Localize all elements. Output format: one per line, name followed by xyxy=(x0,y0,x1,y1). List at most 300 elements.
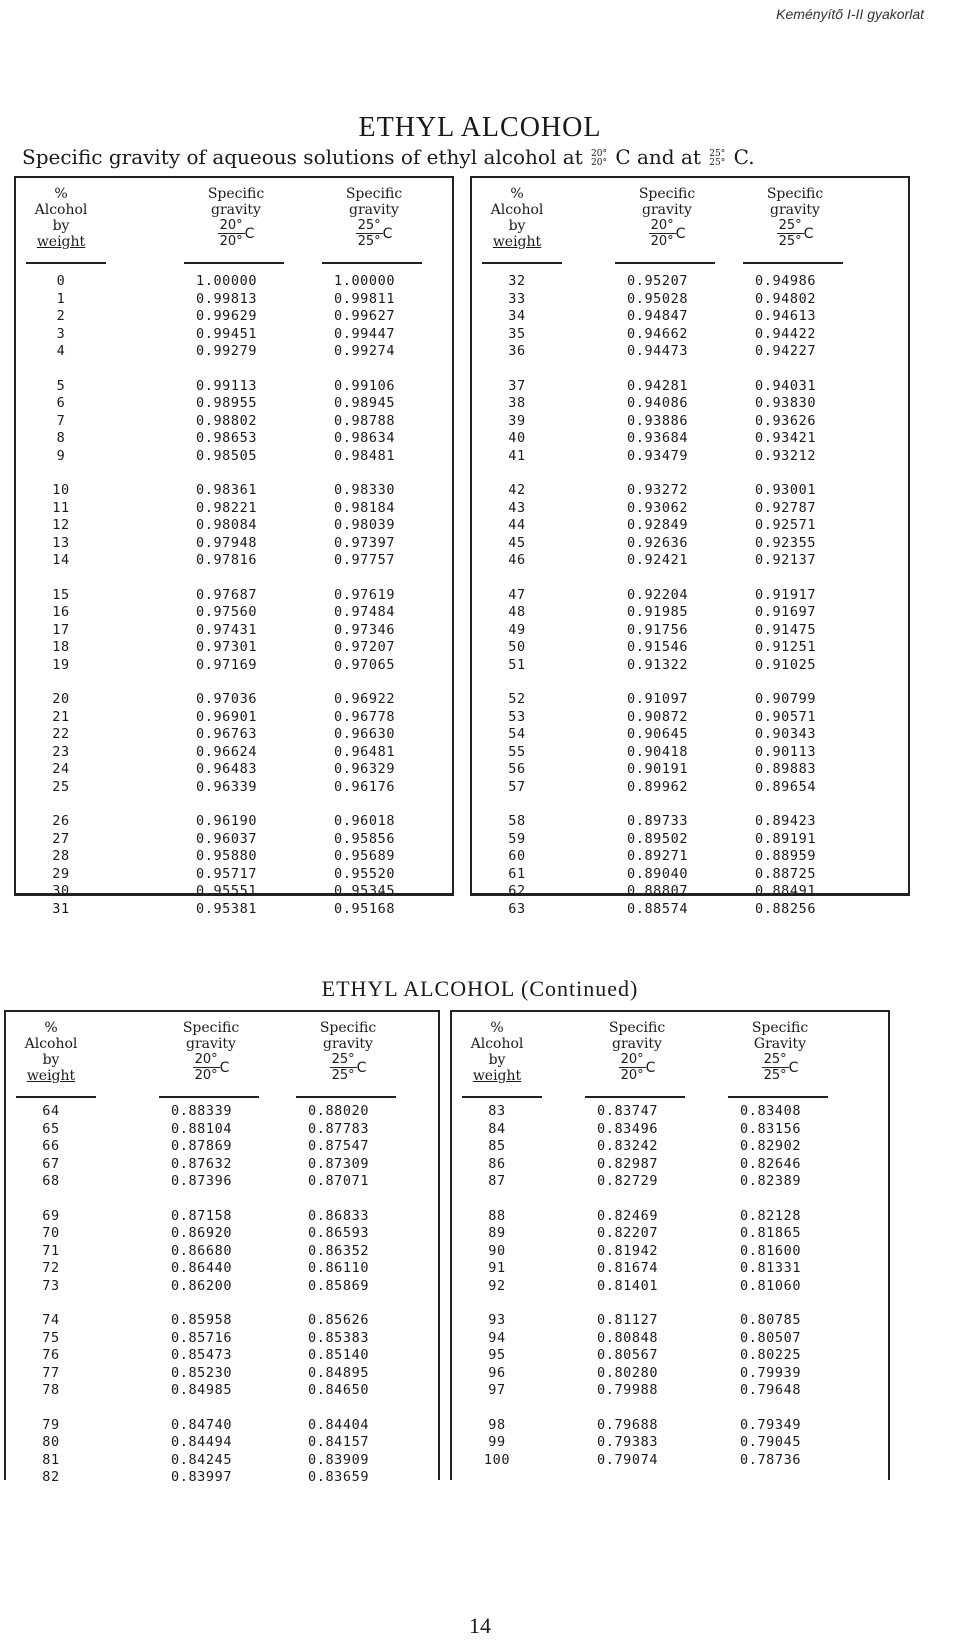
sg-25-cell: 0.93626 xyxy=(755,412,817,429)
sg-20-cell: 0.87632 xyxy=(171,1155,233,1172)
table-row xyxy=(6,1207,442,1225)
sg-20-cell: 0.85473 xyxy=(171,1347,233,1363)
header-rule xyxy=(16,1096,96,1098)
sg-25-cell: 0.85140 xyxy=(308,1347,370,1363)
sg-25-cell: 0.82902 xyxy=(740,1138,802,1154)
pct-cell: 53 xyxy=(508,708,526,725)
page-subtitle xyxy=(22,145,922,169)
table-row xyxy=(6,1468,442,1486)
pct-cell: 33 xyxy=(508,290,526,307)
sg-20-cell: 0.97687 xyxy=(196,586,258,603)
sg-25-cell: 0.98788 xyxy=(334,412,396,429)
subtitle-fraction-25: 25° 25° xyxy=(709,148,726,168)
sg-25-cell: 0.97397 xyxy=(334,534,396,551)
pct-cell: 48 xyxy=(508,604,526,620)
sg-20-cell: 0.96483 xyxy=(196,761,258,777)
sg-25-cell: 0.88256 xyxy=(755,900,817,917)
table-row xyxy=(452,1137,892,1155)
sg-25-cell: 0.90571 xyxy=(755,708,817,725)
table-row xyxy=(6,1172,442,1190)
table-row xyxy=(16,760,456,778)
temperature-fraction: $\frac{20^\circ}{20^\circ}$ xyxy=(219,218,243,249)
pct-cell: 24 xyxy=(52,761,70,777)
sg-25-cell: 0.93001 xyxy=(755,482,817,498)
pct-cell: 3 xyxy=(56,325,66,342)
pct-cell: 38 xyxy=(508,395,526,411)
sg-20-cell: 0.83242 xyxy=(597,1138,659,1154)
sg-25-cell: 0.97484 xyxy=(334,604,396,620)
table-row xyxy=(452,1277,892,1295)
sg-20-cell: 0.96763 xyxy=(196,726,258,742)
sg-25-cell: 0.85626 xyxy=(308,1312,370,1328)
table-row xyxy=(6,1277,442,1295)
sg-25-cell: 0.80507 xyxy=(740,1329,802,1346)
sg-20-cell: 0.88807 xyxy=(627,883,689,899)
sg-20-cell: 0.87158 xyxy=(171,1207,233,1224)
sg-20-cell: 0.96339 xyxy=(196,778,258,795)
sg-20-column-header: Specific gravity $\frac{20^\circ}{20^\circ}$ C xyxy=(608,1020,666,1083)
table-row xyxy=(472,516,912,534)
sg-25-cell: 0.88959 xyxy=(755,848,817,864)
pct-cell: 41 xyxy=(508,447,526,464)
column-headers xyxy=(16,178,452,263)
pct-cell: 66 xyxy=(42,1138,60,1154)
pct-cell: 25 xyxy=(52,778,70,795)
sg-20-cell: 0.85958 xyxy=(171,1312,233,1328)
table-row xyxy=(452,1102,892,1120)
sg-20-cell: 0.97431 xyxy=(196,621,258,638)
sg-20-cell: 0.93684 xyxy=(627,430,689,446)
pct-cell: 62 xyxy=(508,883,526,899)
sg-20-cell: 0.86680 xyxy=(171,1242,233,1259)
page-title: ETHYL ALCOHOL xyxy=(358,112,602,143)
sg-20-column-header: Specific gravity $\frac{20^\circ}{20^\circ}$ C xyxy=(207,186,265,249)
header-rule xyxy=(296,1096,396,1098)
header-rule xyxy=(26,262,106,264)
pct-cell: 82 xyxy=(42,1469,60,1485)
pct-cell: 72 xyxy=(42,1260,60,1276)
sg-25-cell: 0.99106 xyxy=(334,377,396,394)
sg-25-cell: 0.96329 xyxy=(334,761,396,777)
table-row xyxy=(472,481,912,499)
table-row xyxy=(16,551,456,569)
sg-20-cell: 0.89502 xyxy=(627,830,689,847)
table-row xyxy=(16,429,456,447)
sg-25-cell: 0.89654 xyxy=(755,778,817,795)
pct-cell: 70 xyxy=(42,1225,60,1241)
table-row xyxy=(452,1416,892,1434)
sg-25-cell: 0.83909 xyxy=(308,1451,370,1468)
table-panel-3 xyxy=(4,1010,440,1485)
pct-cell: 63 xyxy=(508,900,526,917)
pct-cell: 5 xyxy=(56,377,66,394)
sg-20-cell: 0.79988 xyxy=(597,1382,659,1398)
sg-25-cell: 0.86110 xyxy=(308,1260,370,1276)
sg-20-cell: 0.93886 xyxy=(627,412,689,429)
pct-cell: 61 xyxy=(508,865,526,882)
sg-20-cell: 0.79383 xyxy=(597,1434,659,1450)
pct-cell: 99 xyxy=(488,1434,506,1450)
sg-20-cell: 0.94662 xyxy=(627,325,689,342)
pct-cell: 50 xyxy=(508,639,526,655)
sg-25-cell: 0.81600 xyxy=(740,1242,802,1259)
sg-25-cell: 0.97346 xyxy=(334,621,396,638)
table-row xyxy=(16,290,456,308)
table-row xyxy=(472,412,912,430)
sg-25-column-header: Specific gravity $\frac{25^\circ}{25^\circ}$ C xyxy=(345,186,403,249)
sg-20-cell: 0.80567 xyxy=(597,1347,659,1363)
table-row xyxy=(16,638,456,656)
pct-cell: 21 xyxy=(52,708,70,725)
table-row xyxy=(452,1381,892,1399)
sg-20-cell: 0.89271 xyxy=(627,848,689,864)
sg-25-cell: 0.99811 xyxy=(334,290,396,307)
temperature-fraction: $\frac{25^\circ}{25^\circ}$ xyxy=(778,218,802,249)
sg-25-cell: 0.84157 xyxy=(308,1434,370,1450)
table-row xyxy=(6,1242,442,1260)
pct-cell: 80 xyxy=(42,1434,60,1450)
sg-25-cell: 0.94031 xyxy=(755,377,817,394)
sg-25-cell: 0.84404 xyxy=(308,1416,370,1433)
sg-20-cell: 0.80280 xyxy=(597,1364,659,1381)
sg-25-cell: 0.88491 xyxy=(755,883,817,899)
pct-cell: 57 xyxy=(508,778,526,795)
sg-25-cell: 0.78736 xyxy=(740,1451,802,1468)
pct-cell: 44 xyxy=(508,517,526,533)
sg-25-cell: 0.93212 xyxy=(755,447,817,464)
sg-20-cell: 0.86440 xyxy=(171,1260,233,1276)
sg-20-cell: 0.91097 xyxy=(627,691,689,707)
sg-20-cell: 0.97169 xyxy=(196,656,258,673)
sg-20-cell: 0.97036 xyxy=(196,691,258,707)
table-row xyxy=(16,847,456,865)
sg-20-cell: 0.81401 xyxy=(597,1277,659,1294)
pct-cell: 75 xyxy=(42,1329,60,1346)
sg-20-cell: 0.82987 xyxy=(597,1155,659,1172)
column-headers xyxy=(6,1012,438,1097)
sg-25-cell: 0.99274 xyxy=(334,343,396,359)
pct-cell: 45 xyxy=(508,534,526,551)
pct-cell: 91 xyxy=(488,1260,506,1276)
pct-cell: 96 xyxy=(488,1364,506,1381)
pct-column-header: % Alcohol by weight xyxy=(24,1020,78,1084)
pct-cell: 64 xyxy=(42,1103,60,1119)
sg-25-cell: 0.98184 xyxy=(334,499,396,516)
table-row xyxy=(6,1329,442,1347)
pct-cell: 14 xyxy=(52,552,70,568)
table-row xyxy=(6,1137,442,1155)
sg-20-cell: 0.94086 xyxy=(627,395,689,411)
table-row xyxy=(452,1259,892,1277)
sg-20-cell: 0.96190 xyxy=(196,813,258,829)
pct-cell: 85 xyxy=(488,1138,506,1154)
continued-title: ETHYL ALCOHOL (Continued) xyxy=(321,976,639,1001)
sg-25-cell: 0.88725 xyxy=(755,865,817,882)
sg-25-cell: 0.91697 xyxy=(755,604,817,620)
header-rule xyxy=(743,262,843,264)
pct-cell: 60 xyxy=(508,848,526,864)
sg-25-cell: 0.98481 xyxy=(334,447,396,464)
temperature-fraction: $\frac{20^\circ}{20^\circ}$ xyxy=(620,1052,644,1083)
sg-20-column-header: Specific gravity $\frac{20^\circ}{20^\circ}$ C xyxy=(182,1020,240,1083)
running-header: Keményítő I-II gyakorlat xyxy=(776,6,924,22)
table-row xyxy=(472,394,912,412)
sg-20-cell: 0.85230 xyxy=(171,1364,233,1381)
pct-cell: 78 xyxy=(42,1382,60,1398)
subtitle-text-after: C. xyxy=(733,145,755,169)
pct-cell: 83 xyxy=(488,1103,506,1119)
pct-cell: 56 xyxy=(508,761,526,777)
sg-20-cell: 0.79688 xyxy=(597,1416,659,1433)
table-row xyxy=(472,812,912,830)
sg-25-cell: 0.96630 xyxy=(334,726,396,742)
pct-cell: 10 xyxy=(52,482,70,498)
sg-20-cell: 0.95207 xyxy=(627,273,689,289)
sg-20-cell: 0.98653 xyxy=(196,430,258,446)
table-row xyxy=(472,882,912,900)
sg-20-cell: 0.88104 xyxy=(171,1120,233,1137)
column-headers xyxy=(472,178,908,263)
pct-cell: 87 xyxy=(488,1173,506,1189)
sg-25-cell: 0.92137 xyxy=(755,552,817,568)
pct-column-header: % Alcohol by weight xyxy=(34,186,88,250)
sg-20-cell: 0.97948 xyxy=(196,534,258,551)
pct-cell: 49 xyxy=(508,621,526,638)
table-row xyxy=(6,1381,442,1399)
sg-20-cell: 0.90872 xyxy=(627,708,689,725)
pct-cell: 12 xyxy=(52,517,70,533)
table-row xyxy=(472,725,912,743)
pct-cell: 71 xyxy=(42,1242,60,1259)
sg-25-cell: 0.82389 xyxy=(740,1173,802,1189)
sg-25-column-header: Specific Gravity $\frac{25^\circ}{25^\circ}$ C xyxy=(751,1020,809,1083)
table-row xyxy=(16,900,456,918)
table-row xyxy=(472,325,912,343)
pct-cell: 20 xyxy=(52,691,70,707)
subtitle-text-mid: C and at xyxy=(615,145,701,169)
pct-cell: 86 xyxy=(488,1155,506,1172)
table-row xyxy=(472,847,912,865)
sg-20-cell: 0.82729 xyxy=(597,1173,659,1189)
sg-25-cell: 0.93830 xyxy=(755,395,817,411)
sg-20-cell: 0.98802 xyxy=(196,412,258,429)
sg-20-cell: 0.83496 xyxy=(597,1120,659,1137)
header-rule xyxy=(615,262,715,264)
sg-20-cell: 0.93062 xyxy=(627,499,689,516)
sg-20-cell: 0.88574 xyxy=(627,900,689,917)
sg-20-cell: 0.87396 xyxy=(171,1173,233,1189)
sg-20-cell: 0.91546 xyxy=(627,639,689,655)
pct-cell: 30 xyxy=(52,883,70,899)
table-row xyxy=(472,778,912,796)
sg-25-cell: 0.83659 xyxy=(308,1469,370,1485)
sg-25-cell: 0.81060 xyxy=(740,1277,802,1294)
sg-25-cell: 0.97207 xyxy=(334,639,396,655)
sg-25-cell: 0.99627 xyxy=(334,308,396,324)
sg-20-cell: 0.91985 xyxy=(627,604,689,620)
sg-25-cell: 0.84895 xyxy=(308,1364,370,1381)
sg-25-cell: 0.92571 xyxy=(755,517,817,533)
pct-cell: 40 xyxy=(508,430,526,446)
pct-cell: 37 xyxy=(508,377,526,394)
sg-25-cell: 0.87071 xyxy=(308,1173,370,1189)
pct-cell: 17 xyxy=(52,621,70,638)
table-row xyxy=(472,551,912,569)
sg-25-cell: 0.96018 xyxy=(334,813,396,829)
table-row xyxy=(6,1451,442,1469)
table-row xyxy=(16,307,456,325)
sg-20-cell: 0.88339 xyxy=(171,1103,233,1119)
sg-20-cell: 0.98505 xyxy=(196,447,258,464)
sg-25-cell: 0.97757 xyxy=(334,552,396,568)
pct-cell: 67 xyxy=(42,1155,60,1172)
sg-25-cell: 0.88020 xyxy=(308,1103,370,1119)
table-row xyxy=(472,447,912,465)
sg-20-cell: 0.92849 xyxy=(627,517,689,533)
sg-20-cell: 0.90645 xyxy=(627,726,689,742)
pct-cell: 26 xyxy=(52,813,70,829)
pct-cell: 52 xyxy=(508,691,526,707)
table-row xyxy=(16,342,456,360)
sg-20-cell: 0.97560 xyxy=(196,604,258,620)
pct-cell: 88 xyxy=(488,1207,506,1224)
sg-25-cell: 0.99447 xyxy=(334,325,396,342)
sg-20-cell: 0.98361 xyxy=(196,482,258,498)
sg-25-cell: 0.84650 xyxy=(308,1382,370,1398)
sg-25-cell: 1.00000 xyxy=(334,273,396,289)
pct-cell: 32 xyxy=(508,273,526,289)
pct-cell: 42 xyxy=(508,482,526,498)
sg-25-cell: 0.86352 xyxy=(308,1242,370,1259)
sg-25-cell: 0.81865 xyxy=(740,1225,802,1241)
sg-25-cell: 0.98634 xyxy=(334,430,396,446)
sg-25-cell: 0.96481 xyxy=(334,743,396,760)
sg-20-cell: 0.90418 xyxy=(627,743,689,760)
temperature-fraction: $\frac{20^\circ}{20^\circ}$ xyxy=(194,1052,218,1083)
table-row xyxy=(16,534,456,552)
sg-20-cell: 0.97301 xyxy=(196,639,258,655)
sg-20-cell: 0.83997 xyxy=(171,1469,233,1485)
pct-cell: 95 xyxy=(488,1347,506,1363)
sg-20-cell: 0.94473 xyxy=(627,343,689,359)
header-rule xyxy=(159,1096,259,1098)
temperature-fraction: $\frac{25^\circ}{25^\circ}$ xyxy=(763,1052,787,1083)
table-row xyxy=(452,1224,892,1242)
sg-20-cell: 0.98221 xyxy=(196,499,258,516)
pct-column-header: % Alcohol by weight xyxy=(470,1020,524,1084)
sg-25-cell: 0.94802 xyxy=(755,290,817,307)
table-row xyxy=(472,638,912,656)
sg-20-cell: 0.87869 xyxy=(171,1138,233,1154)
pct-cell: 39 xyxy=(508,412,526,429)
pct-cell: 76 xyxy=(42,1347,60,1363)
pct-cell: 69 xyxy=(42,1207,60,1224)
table-row xyxy=(16,830,456,848)
table-row xyxy=(16,690,456,708)
pct-cell: 1 xyxy=(56,290,66,307)
sg-20-cell: 0.84740 xyxy=(171,1416,233,1433)
sg-25-cell: 0.94613 xyxy=(755,308,817,324)
sg-25-cell: 0.79648 xyxy=(740,1382,802,1398)
pct-cell: 6 xyxy=(56,395,66,411)
sg-25-cell: 0.96922 xyxy=(334,691,396,707)
sg-20-cell: 0.84985 xyxy=(171,1382,233,1398)
sg-25-cell: 0.97065 xyxy=(334,656,396,673)
table-row xyxy=(472,307,912,325)
table-row xyxy=(6,1416,442,1434)
sg-25-cell: 0.91251 xyxy=(755,639,817,655)
pct-cell: 15 xyxy=(52,586,70,603)
sg-20-cell: 0.91756 xyxy=(627,621,689,638)
table-row xyxy=(472,586,912,604)
pct-column-header: % Alcohol by weight xyxy=(490,186,544,250)
pct-cell: 2 xyxy=(56,308,66,324)
sg-20-cell: 0.93272 xyxy=(627,482,689,498)
pct-cell: 89 xyxy=(488,1225,506,1241)
table-row xyxy=(472,708,912,726)
sg-25-cell: 0.86833 xyxy=(308,1207,370,1224)
sg-25-cell: 0.98039 xyxy=(334,517,396,533)
sg-25-cell: 0.91475 xyxy=(755,621,817,638)
sg-20-cell: 0.81942 xyxy=(597,1242,659,1259)
subtitle-text-before: Specific gravity of aqueous solutions of ethyl alcohol at xyxy=(22,145,583,169)
sg-20-cell: 0.84245 xyxy=(171,1451,233,1468)
sg-20-cell: 0.92421 xyxy=(627,552,689,568)
sg-25-cell: 0.83156 xyxy=(740,1120,802,1137)
table-row xyxy=(16,743,456,761)
sg-25-cell: 0.80785 xyxy=(740,1312,802,1328)
table-row xyxy=(16,481,456,499)
sg-20-cell: 0.95381 xyxy=(196,900,258,917)
sg-25-cell: 0.95345 xyxy=(334,883,396,899)
sg-20-cell: 0.92636 xyxy=(627,534,689,551)
sg-20-cell: 0.94281 xyxy=(627,377,689,394)
sg-20-cell: 0.94847 xyxy=(627,308,689,324)
pct-cell: 19 xyxy=(52,656,70,673)
table-panel-4 xyxy=(450,1010,890,1480)
table-row xyxy=(472,621,912,639)
header-rule xyxy=(462,1096,542,1098)
pct-cell: 79 xyxy=(42,1416,60,1433)
sg-25-cell: 0.89423 xyxy=(755,813,817,829)
table-row xyxy=(452,1207,892,1225)
table-panel-2 xyxy=(470,176,910,917)
table-row xyxy=(6,1224,442,1242)
pct-cell: 47 xyxy=(508,586,526,603)
table-row xyxy=(472,272,912,290)
sg-25-cell: 0.98330 xyxy=(334,482,396,498)
table-row xyxy=(6,1364,442,1382)
sg-25-cell: 0.98945 xyxy=(334,395,396,411)
sg-20-column-header: Specific gravity $\frac{20^\circ}{20^\circ}$ C xyxy=(638,186,696,249)
pct-cell: 29 xyxy=(52,865,70,882)
sg-20-cell: 0.85716 xyxy=(171,1329,233,1346)
table-row xyxy=(16,447,456,465)
table-row xyxy=(16,377,456,395)
sg-25-cell: 0.95856 xyxy=(334,830,396,847)
sg-25-column-header: Specific gravity $\frac{25^\circ}{25^\circ}$ C xyxy=(766,186,824,249)
table-row xyxy=(16,882,456,900)
sg-25-cell: 0.92355 xyxy=(755,534,817,551)
sg-25-cell: 0.79045 xyxy=(740,1434,802,1450)
sg-25-cell: 0.87309 xyxy=(308,1155,370,1172)
sg-25-cell: 0.83408 xyxy=(740,1103,802,1119)
table-row xyxy=(6,1155,442,1173)
sg-25-cell: 0.85383 xyxy=(308,1329,370,1346)
pct-cell: 28 xyxy=(52,848,70,864)
sg-25-cell: 0.82128 xyxy=(740,1207,802,1224)
sg-25-cell: 0.95520 xyxy=(334,865,396,882)
